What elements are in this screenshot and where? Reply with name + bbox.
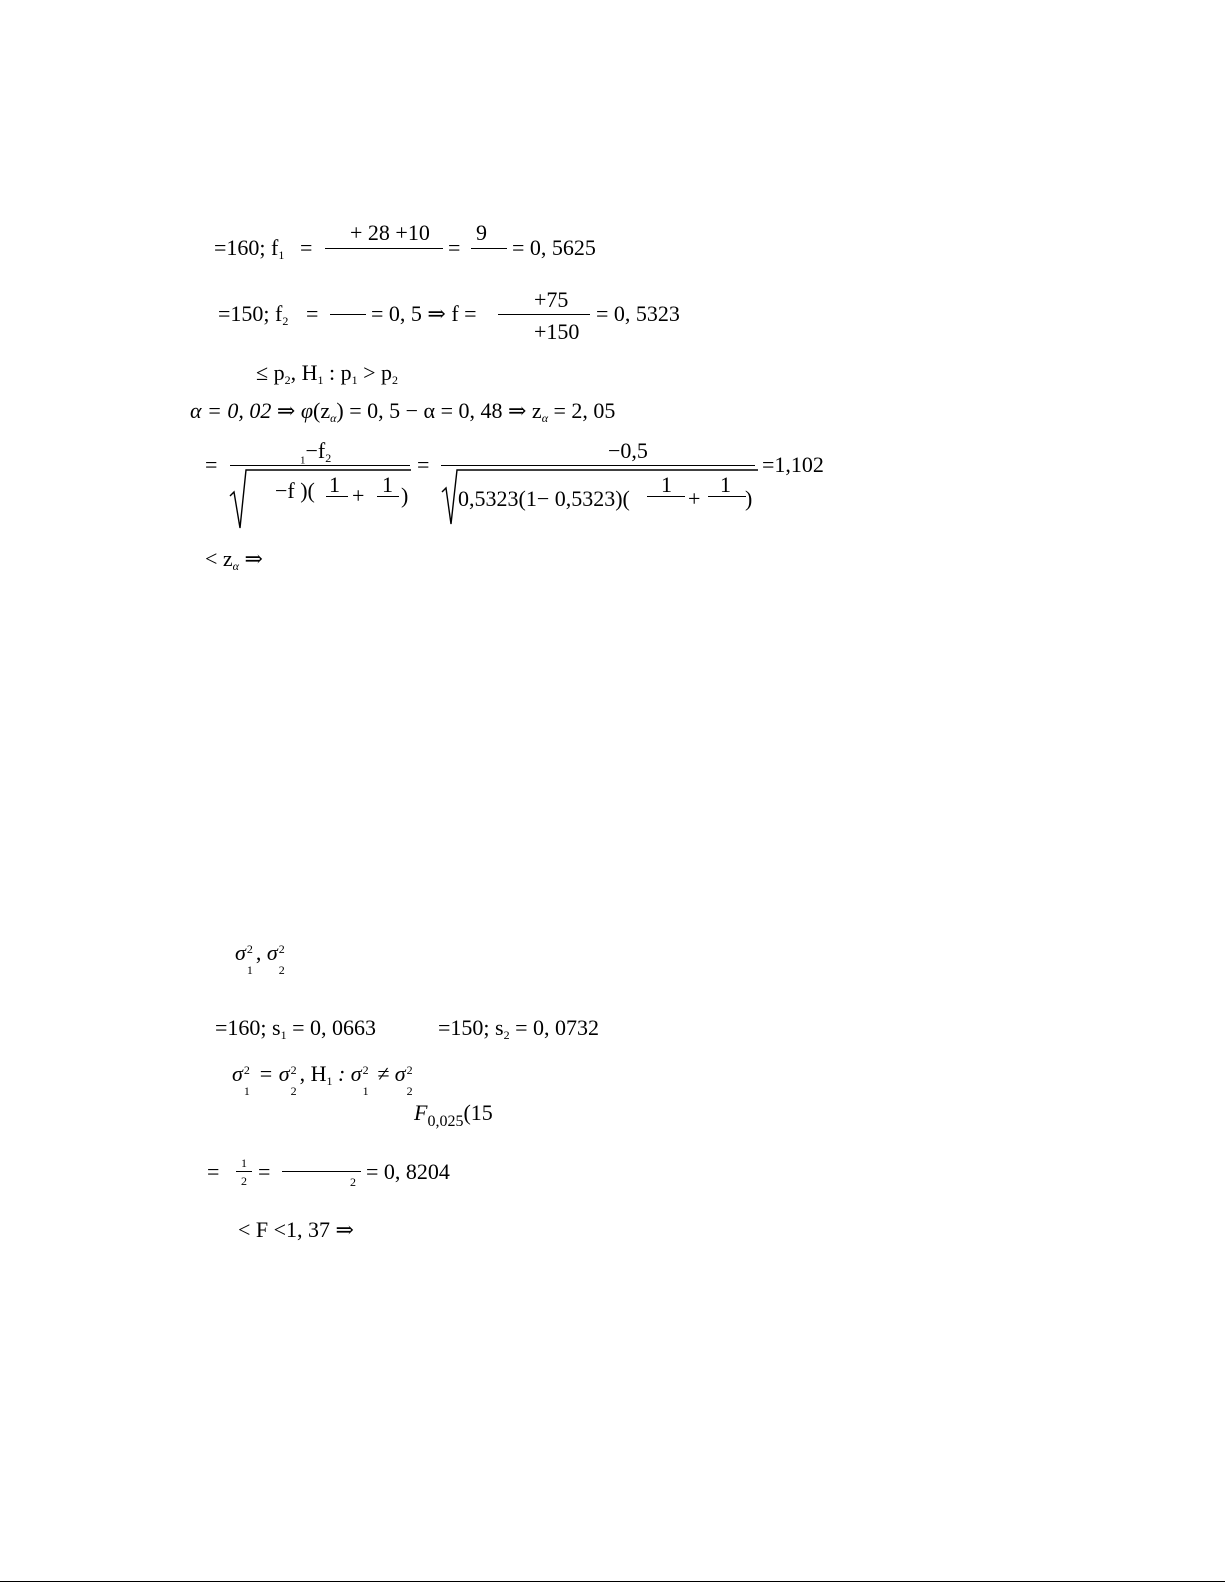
line3-a: ≤ p [256,360,285,385]
line11-fraction-bar [282,1171,361,1172]
line2-mid: = 0, 5 ⇒ f = [371,301,477,326]
line5-num1: −f [305,438,326,463]
line2-sub: 2 [282,314,289,328]
line5-result: =1,102 [762,452,824,477]
line1-eq: = [300,235,313,260]
line5-den1: −f )( [275,478,315,503]
line2-result: = 0, 5323 [596,301,680,326]
line3-sub-b: 1 [317,373,324,387]
line5-eq2: = [417,452,430,477]
line11-eq1: = [207,1159,220,1184]
line8-a: =160; s [215,1015,281,1040]
line5-numerator2: −0,5 [608,438,648,463]
line11-den2: 2 [350,1175,356,1189]
line7-comma: , [255,940,267,965]
line2-empty-fraction-bar [330,314,366,315]
line5-one-d-bar [708,496,746,497]
line2-denominator: +150 [534,319,580,344]
line5-one-a: 1 [329,472,340,497]
line5-plus1: + [352,483,365,508]
line10-rest: (15 [463,1100,493,1125]
line8-samples-b [438,1015,600,1042]
line2-text: =150; f [218,301,283,326]
line10-F: F [414,1100,428,1125]
line8-sub-c: 2 [503,1028,510,1042]
line4-d: = 2, 05 [548,398,616,423]
line5-denominator2: 0,5323(1− 0,5323)( [458,486,630,511]
page-bottom-rule [0,1581,1225,1582]
line11-small-bar [236,1171,252,1172]
line6-conclusion [205,546,263,573]
line10-f-critical [414,1100,493,1130]
line9-hypothesis: σ 2 1 = σ 2 2 , $H_1$ : σ 2 1 ≠ σ 2 2 [232,1061,413,1098]
line11-num-small: 1 [241,1156,247,1170]
line3-sub-c: 1 [351,373,358,387]
line4-sub-b: α [330,411,337,425]
line9-b: = σ [252,1061,290,1086]
line4-phi: φ [300,398,313,423]
line9-c: , H [299,1061,327,1086]
line11-den-small: 2 [241,1174,247,1188]
line5-close1: ) [401,483,409,508]
line1-sub: 1 [278,248,285,262]
line7-variances: σ 2 1 , σ 2 2 [235,940,285,977]
line5-one-c: 1 [661,472,672,497]
line5-one-a-bar [326,496,348,497]
line8-c: =150; s [438,1015,504,1040]
line2-numerator: +75 [534,287,569,312]
line8-b: = 0, 0663 [286,1015,377,1040]
line5-one-c-bar [647,496,685,497]
line8-d: = 0, 0732 [509,1015,600,1040]
line6-sub-a: α [232,559,239,573]
line5-num1-sub2: 2 [325,451,332,465]
line10-sub: 0,025 [427,1113,464,1130]
line1-eq2: = [448,235,461,260]
line3-sub-d: 2 [392,373,399,387]
line4-sub-c: α [541,411,548,425]
line9-e: ≠ σ [371,1061,406,1086]
line1-fraction-bar [325,248,443,249]
line1-numerator2: 9 [476,220,487,245]
line11-result: = 0, 8204 [366,1159,450,1184]
line3-b: , H [290,360,318,385]
line1-fraction-bar2 [471,248,507,249]
line3-sub-a: 2 [284,373,291,387]
line1-result: = 0, 5625 [512,235,596,260]
line4-alpha [190,398,616,425]
line6-a: < z [205,546,233,571]
line8-samples [215,1015,377,1042]
line5-eq1: = [205,452,218,477]
line6-b: ⇒ [238,546,263,571]
line1-numerator: + 28 +10 [350,220,430,245]
line2-lhs [218,301,289,328]
line2-fraction-bar [498,314,590,315]
line5-numerator1 [300,438,332,467]
line9-sub-c: 1 [326,1074,333,1088]
line4-c: ) = 0, 5 − α = 0, 48 ⇒ z [336,398,542,423]
line5-one-d: 1 [720,472,731,497]
line2-eq: = [306,301,319,326]
line11-eq2: = [258,1159,271,1184]
line7-sigma1: σ [235,940,246,965]
line1-text: =160; f [214,235,279,260]
line4-a: α = 0, 02 ⇒ [190,398,301,423]
line9-d: : σ [332,1061,362,1086]
line5-one-b-bar [377,496,399,497]
line1-lhs [214,235,285,262]
line5-one-b: 1 [382,472,393,497]
line5-denominator1 [275,480,315,502]
line4-b: (z [313,398,331,423]
line5-close2: ) [745,486,753,511]
line3-hypothesis [256,360,399,387]
line8-sub-a: 1 [280,1028,287,1042]
line7-sigma2: σ [266,940,278,965]
line5-num1-sub: 1 [300,454,306,467]
line3-d: > p [357,360,393,385]
line3-c: : p [323,360,352,385]
line9-a: σ [232,1061,243,1086]
line12-conclusion: < F <1, 37 ⇒ [238,1217,354,1242]
line5-plus2: + [688,486,701,511]
